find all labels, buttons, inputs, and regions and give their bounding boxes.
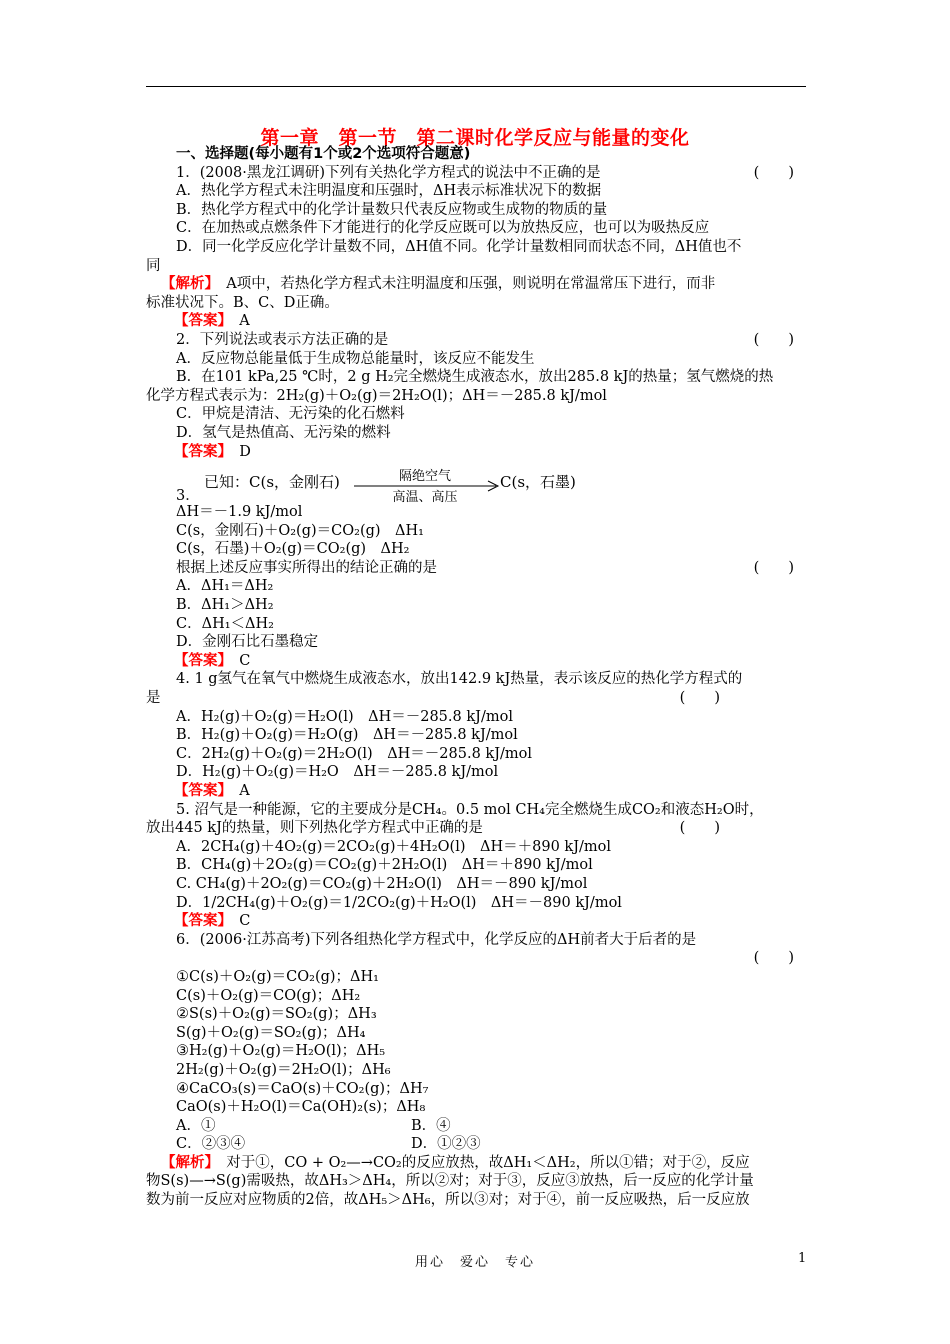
option-d: D．金刚石比石墨稳定 xyxy=(176,634,319,651)
equation: C(s，石墨)＋O₂(g)＝CO₂(g) ΔH₂ xyxy=(176,541,410,558)
answer: 【答案】 A xyxy=(174,312,250,330)
page-title: 第一章 第一节 第二课时化学反应与能量的变化 xyxy=(260,127,690,149)
option-c: C．2H₂(g)＋O₂(g)＝2H₂O(l) ΔH＝－285.8 kJ/mol xyxy=(176,745,533,762)
document-body xyxy=(146,145,808,1210)
option-a: A．① xyxy=(176,1117,216,1134)
option-b: B．ΔH₁＞ΔH₂ xyxy=(176,597,274,614)
page-number: 1 xyxy=(798,1251,807,1266)
question-3: 根据上述反应事实所得出的结论正确的是 ( ) xyxy=(176,559,794,576)
equation: ④CaCO₃(s)＝CaO(s)＋CO₂(g)；ΔH₇ xyxy=(176,1080,429,1097)
page-footer: 用心 爱心 专心 xyxy=(414,1255,535,1270)
question-5-cont: 放出445 kJ的热量，则下列热化学方程式中正确的是 ( ) xyxy=(146,820,720,837)
explanation-cont: 物S(s)—→S(g)需吸热，故ΔH₃＞ΔH₄，所以②对；对于③，反应③放热，后一反应的化学计量 xyxy=(146,1173,754,1190)
options-row xyxy=(146,1135,808,1154)
header-rule xyxy=(146,86,806,87)
explanation-tag: 【解析】 xyxy=(161,275,212,293)
answer-blank: ( ) xyxy=(753,559,794,576)
delta-h: ΔH＝－1.9 kJ/mol xyxy=(176,504,303,521)
answer-blank: ( ) xyxy=(679,690,720,707)
option-b: B．CH₄(g)＋2O₂(g)＝CO₂(g)＋2H₂O(l) ΔH＝＋890 kJ/mol xyxy=(176,857,593,874)
answer-tag: 【答案】 xyxy=(174,912,225,930)
option-b: B．在101 kPa,25 ℃时，2 g H₂完全燃烧生成液态水，放出285.8 kJ的热量；氢气燃烧的热 xyxy=(176,369,774,386)
explanation-cont: 数为前一反应对应物质的2倍，故ΔH₅＞ΔH₆，所以③对；对于④，前一反应吸热，后一反应放 xyxy=(146,1192,750,1209)
equation: CaO(s)＋H₂O(l)＝Ca(OH)₂(s)；ΔH₈ xyxy=(176,1099,426,1116)
answer-tag: 【答案】 xyxy=(174,312,225,330)
question-6-blank-line xyxy=(146,949,808,968)
option-c: C．在加热或点燃条件下才能进行的化学反应既可以为放热反应，也可以为吸热反应 xyxy=(176,220,710,237)
equation: C(s，金刚石)＋O₂(g)＝CO₂(g) ΔH₁ xyxy=(176,522,424,539)
equation: C(s)＋O₂(g)＝CO(g)；ΔH₂ xyxy=(176,987,361,1004)
option-c: C．②③④ xyxy=(176,1136,246,1153)
answer: 【答案】 C xyxy=(174,912,251,930)
equation: 2H₂(g)＋O₂(g)＝2H₂O(l)；ΔH₆ xyxy=(176,1061,391,1078)
answer-blank: ( ) xyxy=(753,331,794,348)
option-c: C．甲烷是清洁、无污染的化石燃料 xyxy=(176,406,405,423)
option-d: D．同一化学反应化学计量数不同，ΔH值不同。化学计量数相同而状态不同，ΔH值也不 xyxy=(176,238,742,255)
option-a: A．H₂(g)＋O₂(g)＝H₂O(l) ΔH＝－285.8 kJ/mol xyxy=(176,708,513,725)
answer: 【答案】 A xyxy=(174,782,250,799)
arrow-condition-bottom: 高温、高压 xyxy=(392,490,458,504)
option-d: D．①②③ xyxy=(411,1136,481,1153)
option-d-cont: 同 xyxy=(146,257,161,274)
options-row xyxy=(146,1117,808,1136)
given-reactant: 已知：C(s，金刚石) xyxy=(204,473,340,492)
equation: ①C(s)＋O₂(g)＝CO₂(g)；ΔH₁ xyxy=(176,968,379,985)
question-1: 1．(2008·黑龙江调研)下列有关热化学方程式的说法中不正确的是 ( ) xyxy=(176,164,794,181)
option-c: C. CH₄(g)＋2O₂(g)＝CO₂(g)＋2H₂O(l) ΔH＝－890 kJ/mol xyxy=(176,875,588,892)
answer-blank: ( ) xyxy=(679,820,720,837)
explanation-tag: 【解析】 xyxy=(161,1153,212,1171)
option-a: A．热化学方程式未注明温度和压强时，ΔH表示标准状况下的数据 xyxy=(176,183,602,200)
equation: ③H₂(g)＋O₂(g)＝H₂O(l)；ΔH₅ xyxy=(176,1043,386,1060)
arrow-condition-top: 隔绝空气 xyxy=(398,469,452,485)
option-b: B．④ xyxy=(411,1117,451,1134)
option-d: D．氢气是热值高、无污染的燃料 xyxy=(176,424,391,441)
given-product: C(s，石墨) xyxy=(500,473,576,492)
question-6: 6．(2006·江苏高考)下列各组热化学方程式中，化学反应的ΔH前者大于后者的是 xyxy=(176,931,697,948)
reaction-arrow-graphic xyxy=(204,463,604,503)
answer-tag: 【答案】 xyxy=(174,442,225,460)
option-b-cont: 化学方程式表示为：2H₂(g)＋O₂(g)＝2H₂O(l)；ΔH＝－285.8 kJ/mol xyxy=(146,387,607,404)
question-2: 2．下列说法或表示方法正确的是 ( ) xyxy=(176,331,794,348)
option-b: B．热化学方程式中的化学计量数只代表反应物或生成物的物质的量 xyxy=(176,201,608,218)
option-b: B．H₂(g)＋O₂(g)＝H₂O(g) ΔH＝－285.8 kJ/mol xyxy=(176,727,518,744)
explanation-cont: 标准状况下。B、C、D正确。 xyxy=(146,294,339,311)
explanation: 【解析】 A项中，若热化学方程式未注明温度和压强，则说明在常温常压下进行，而非 xyxy=(161,275,716,293)
explanation: 【解析】 对于①，CO + O₂—→CO₂的反应放热，故ΔH₁＜ΔH₂，所以①错；对于②，反应 xyxy=(161,1153,750,1171)
answer-tag: 【答案】 xyxy=(174,651,225,669)
option-a: A．反应物总能量低于生成物总能量时，该反应不能发生 xyxy=(176,350,535,367)
option-a: A．ΔH₁＝ΔH₂ xyxy=(176,578,274,595)
answer-blank: ( ) xyxy=(753,950,794,967)
question-3-graphic xyxy=(146,461,808,503)
answer-blank: ( ) xyxy=(753,164,794,181)
answer: 【答案】 D xyxy=(174,442,251,460)
question-4-cont: 是 ( ) xyxy=(146,690,720,707)
question-3-number: 3． xyxy=(176,488,200,505)
question-5: 5. 沼气是一种能源，它的主要成分是CH₄。0.5 mol CH₄完全燃烧生成CO₂和液态H₂O时， xyxy=(176,801,764,818)
section-heading: 一、选择题(每小题有1个或2个选项符合题意) xyxy=(176,146,471,162)
equation: S(g)＋O₂(g)＝SO₂(g)；ΔH₄ xyxy=(176,1024,366,1041)
question-4: 4. 1 g氢气在氧气中燃烧生成液态水，放出142.9 kJ热量，表示该反应的热化学方程式的 xyxy=(176,671,743,688)
equation: ②S(s)＋O₂(g)＝SO₂(g)；ΔH₃ xyxy=(176,1006,377,1023)
option-a: A．2CH₄(g)＋4O₂(g)＝2CO₂(g)＋4H₂O(l) ΔH＝＋890 kJ/mol xyxy=(176,838,612,855)
option-d: D．H₂(g)＋O₂(g)＝H₂O ΔH＝－285.8 kJ/mol xyxy=(176,764,499,781)
answer: 【答案】 C xyxy=(174,651,251,669)
answer-tag: 【答案】 xyxy=(174,782,225,799)
option-d: D．1/2CH₄(g)＋O₂(g)＝1/2CO₂(g)＋H₂O(l) ΔH＝－890 kJ/mol xyxy=(176,894,622,911)
option-c: C．ΔH₁＜ΔH₂ xyxy=(176,615,274,632)
